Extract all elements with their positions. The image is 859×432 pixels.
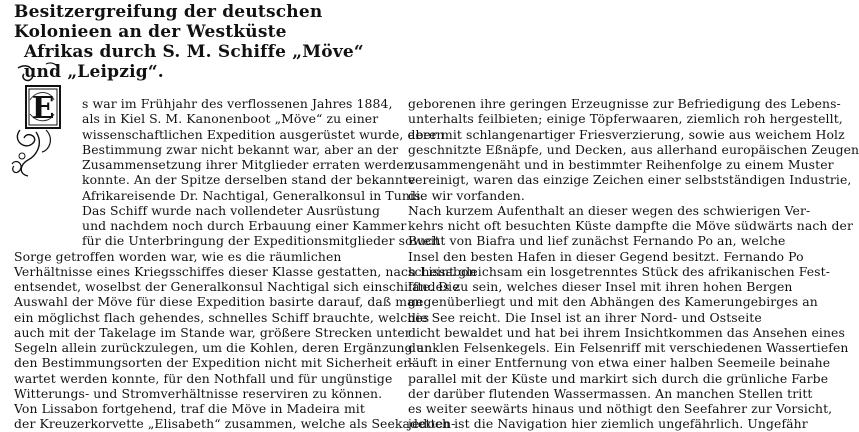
left-column-line: Bestimmung zwar nicht bekannt war, aber an der [82, 141, 399, 157]
left-column-line: Das Schiff wurde nach vollendeter Ausrüstung [82, 202, 380, 218]
right-column-line: läuft in einer Entfernung von etwa einer halben Seemeile beinahe [408, 355, 831, 371]
right-column-line: kehrs nicht oft besuchten Küste dampfte die Möve südwärts nach der [408, 218, 854, 233]
right-column-line: Insel den besten Hafen in dieser Gegend besitzt. Fernando Po [408, 248, 804, 264]
left-column-line: Afrikareisende Dr. Nachtigal, Generalkonsul in Tunis. [82, 187, 425, 203]
left-column-line: ein möglichst flach gehendes, schnelles Schiff brauchte, welches [14, 309, 430, 325]
right-column-line: zusammengenäht und in bestimmter Reihenfolge zu einem Muster [408, 157, 834, 172]
left-column-line: Von Lissabon fortgehend, traf die Möve in Madeira mit [14, 401, 365, 416]
right-column-line: Nach kurzem Aufenthalt an dieser wegen des schwierigen Ver- [408, 202, 811, 218]
right-column-line: Bucht von Biafra und lief zunächst Fernando Po an, welche [408, 233, 786, 249]
right-column-line: geschnitzte Eßnäpfe, und Decken, aus allerhand europäischen Zeugen [408, 141, 859, 157]
left-column-line: entsendet, woselbst der Generalkonsul Nachtigal sich einschiffte. Die [14, 279, 460, 294]
right-column-line: unterhalts feilbieten; einige Töpferwaaren, ziemlich roh hergestellt, [408, 111, 843, 127]
right-text-column [408, 96, 859, 432]
left-column-line: der Kreuzerkorvette „Elisabeth“ zusammen, welche als Seekadetten- [14, 416, 456, 432]
initial-glyph: E [31, 91, 55, 126]
left-column-line: Auswahl der Möve für diese Expedition basirte darauf, daß man [14, 294, 423, 310]
right-column-line: der darüber flutenden Wassermassen. An manchen Stellen tritt [408, 385, 813, 401]
left-column-line: und nachdem noch durch Erbauung einer Kammer [82, 218, 407, 233]
left-column-line: als in Kiel S. M. Kanonenboot „Möve“ zu einer [82, 111, 379, 127]
title-line-1: Besitzergreifung der deutschen Kolonieen an der Westküste [14, 2, 323, 42]
left-column-line: den Bestimmungsorten der Expedition nicht mit Sicherheit er- [14, 355, 414, 371]
left-column-line: für die Unterbringung der Expeditionsmitglieder soweit [82, 233, 440, 249]
right-column-line: die See reicht. Die Insel ist an ihrer Nord- und Ostseite [408, 309, 762, 325]
left-column-line: Zusammensetzung ihrer Mitglieder erraten werden [82, 157, 412, 172]
left-column-line: Verhältnisse eines Kriegsschiffes dieser Klasse gestatten, nach Lissabon [14, 263, 477, 279]
left-column-line: Witterungs- und Stromverhältnisse reserviren zu können. [14, 385, 383, 401]
left-column-line: Segeln allein zurückzulegen, um die Kohlen, deren Ergänzung an [14, 340, 433, 355]
right-column-line: dunklen Felsenkegels. Ein Felsenriff mit verschiedenen Wassertiefen [408, 340, 849, 355]
right-column-line: geborenen ihre geringen Erzeugnisse zur Befriedigung des Lebens- [408, 96, 841, 111]
right-column-line: es weiter seewärts hinaus und nöthigt den Seefahrer zur Vorsicht, [408, 401, 833, 416]
right-column-line: gegenüberliegt und mit den Abhängen des Kamerungebirges an [408, 294, 818, 310]
left-column-line: Sorge getroffen worden war, wie es die räumlichen [14, 248, 342, 264]
left-column-line: wissenschaftlichen Expedition ausgerüstet wurde, deren [82, 126, 445, 142]
right-column-line: vereinigt, waren das einzige Zeichen einer selbstständigen Industrie, [408, 172, 852, 188]
right-column-line: scheint gleichsam ein losgetrenntes Stück des afrikanischen Fest- [408, 263, 830, 279]
right-column-line: jedoch ist die Navigation hier ziemlich ungefährlich. Ungefähr [408, 416, 808, 432]
right-column-line: parallel mit der Küste und markirt sich durch die grünliche Farbe [408, 370, 829, 386]
left-column-line: konnte. An der Spitze derselben stand der bekannte [82, 172, 416, 188]
left-column-line: wartet werden konnte, für den Nothfall und für ungünstige [14, 370, 393, 386]
right-column-line: dicht bewaldet und hat bei ihrem Insichtkommen das Ansehen eines [408, 324, 845, 340]
left-column-line: s war im Frühjahr des verflossenen Jahres 1884, [82, 96, 393, 111]
right-column-line: aber mit schlangenartiger Friesverzierung, sowie aus weichem Holz [408, 126, 845, 142]
right-column-line: landes zu sein, welches dieser Insel mit ihren hohen Bergen [408, 279, 793, 294]
left-column-line: auch mit der Takelage im Stande war, größere Strecken unter [14, 324, 411, 340]
right-column-line: die wir vorfanden. [408, 187, 525, 203]
title-line-2: Afrikas durch S. M. Schiffe „Möve“ und „Leipzig“. [24, 42, 364, 82]
